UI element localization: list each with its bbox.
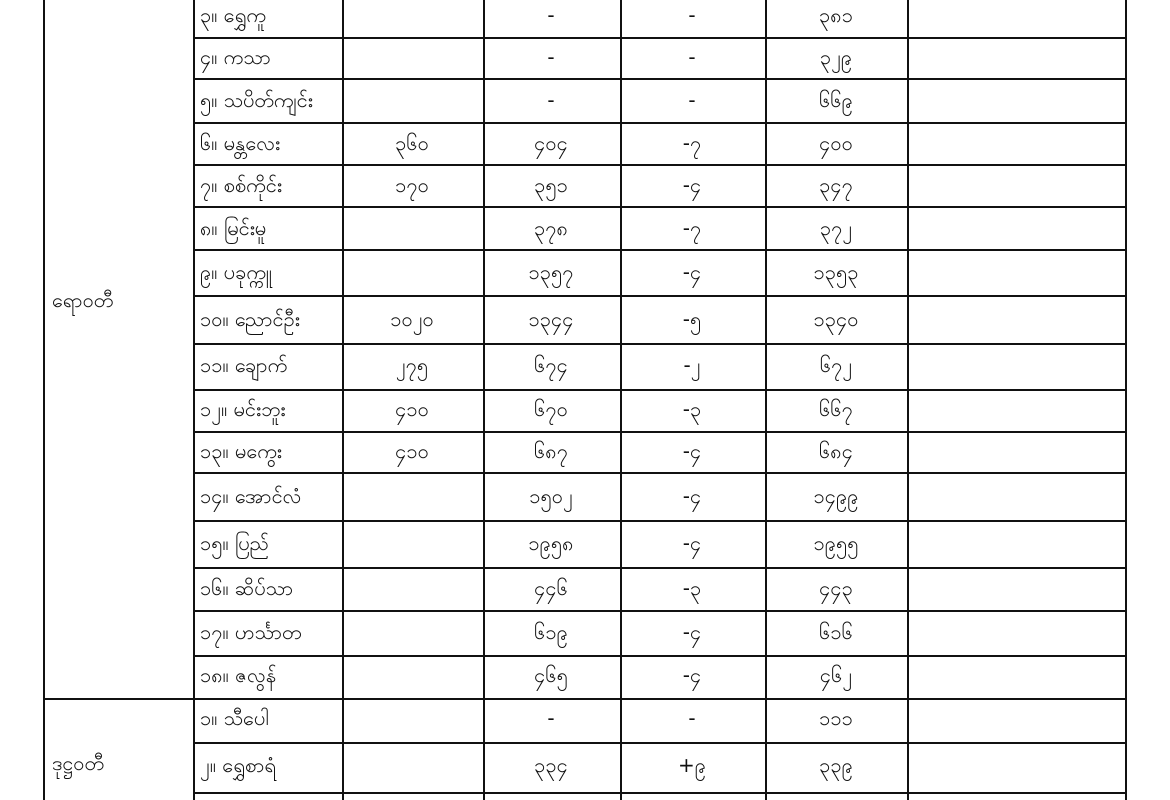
col1-value: ၄၁၀ bbox=[395, 439, 429, 463]
col2-value: ၃၅၁ bbox=[534, 173, 568, 197]
row-name: ၄။ ကသာ bbox=[200, 45, 271, 69]
row-name: ၁၀။ ညောင်ဦး bbox=[200, 307, 300, 331]
col3-value: - bbox=[688, 706, 696, 730]
col2-value: ၃၇၈ bbox=[534, 216, 568, 240]
col2-value: ၁၃၅၇ bbox=[528, 260, 574, 284]
grid-line bbox=[765, 0, 767, 800]
group-separator bbox=[43, 698, 1127, 700]
col2-value: ၁၃၄၄ bbox=[528, 307, 574, 331]
col4-value: ၃၂၉ bbox=[819, 45, 853, 69]
col2-value: - bbox=[547, 88, 555, 112]
col4-value: ၃၇၂ bbox=[819, 216, 853, 240]
row-name: ၉။ ပခုက္ကူ bbox=[200, 260, 272, 284]
grid-line bbox=[193, 472, 1127, 474]
col3-value: -၄ bbox=[682, 620, 702, 644]
col3-value: -၃ bbox=[682, 397, 702, 421]
col4-value: ၆၆၉ bbox=[819, 88, 853, 112]
row-name: ၁၇။ ဟင်္သာတ bbox=[200, 620, 302, 644]
col3-value: - bbox=[688, 88, 696, 112]
col3-value: -၇ bbox=[682, 131, 702, 155]
row-name: ၆။ မန္တလေး bbox=[200, 131, 281, 155]
group-label: ရောဝတီ bbox=[52, 288, 114, 312]
col3-value: -၄ bbox=[682, 663, 702, 687]
grid-line bbox=[193, 164, 1127, 166]
grid-line bbox=[193, 249, 1127, 251]
col4-value: ၆၈၄ bbox=[819, 439, 853, 463]
grid-line bbox=[907, 0, 909, 800]
grid-line bbox=[1125, 0, 1127, 800]
grid-line bbox=[193, 742, 1127, 744]
col3-value: -၇ bbox=[682, 216, 702, 240]
col4-value: ၆၁၆ bbox=[819, 620, 853, 644]
row-name: ၁၂။ မင်းဘူး bbox=[200, 397, 286, 421]
grid-line bbox=[193, 0, 195, 800]
col3-value: -၄ bbox=[682, 439, 702, 463]
grid-line bbox=[193, 431, 1127, 433]
grid-line bbox=[193, 567, 1127, 569]
col4-value: ၆၇၂ bbox=[819, 353, 853, 377]
col1-value: ၄၁၀ bbox=[395, 397, 429, 421]
col2-value: - bbox=[547, 706, 555, 730]
row-name: ၃။ ရွှေကူ bbox=[200, 3, 266, 27]
col1-value: ၂၇၅ bbox=[395, 353, 429, 377]
col2-value: ၁၉၅၈ bbox=[528, 531, 574, 555]
grid-line bbox=[193, 520, 1127, 522]
col3-value: -၂ bbox=[683, 353, 701, 377]
grid-line bbox=[193, 206, 1127, 208]
col4-value: ၁၁၁ bbox=[819, 706, 853, 730]
col2-value: ၄၀၄ bbox=[534, 131, 568, 155]
grid-line bbox=[193, 78, 1127, 80]
row-name: ၈။ မြင်းမူ bbox=[200, 216, 267, 240]
row-name: ၅။ သပိတ်ကျင်း bbox=[200, 88, 313, 112]
col4-value: ၁၃၄၀ bbox=[813, 307, 859, 331]
col4-value: ၄၀၀ bbox=[819, 131, 853, 155]
grid-line bbox=[193, 655, 1127, 657]
col1-value: ၁၇၀ bbox=[395, 173, 429, 197]
grid-line bbox=[193, 295, 1127, 297]
row-name: ၁၁။ ချောက် bbox=[200, 353, 288, 377]
col3-value: - bbox=[688, 3, 696, 27]
row-name: ၂။ ရွှေစာရံ bbox=[200, 753, 276, 777]
col2-value: - bbox=[547, 3, 555, 27]
col3-value: +၉ bbox=[677, 753, 707, 777]
col4-value: ၃၄၇ bbox=[819, 173, 853, 197]
col2-value: ၄၄၆ bbox=[534, 576, 568, 600]
grid-line bbox=[620, 0, 622, 800]
col3-value: -၃ bbox=[682, 576, 702, 600]
row-name: ၇။ စစ်ကိုင်း bbox=[200, 173, 282, 197]
grid-line bbox=[193, 610, 1127, 612]
col4-value: ၃၃၉ bbox=[819, 753, 853, 777]
group-label: ဒုဋ္ဌဝတီ bbox=[52, 751, 104, 775]
col2-value: - bbox=[547, 45, 555, 69]
col3-value: -၄ bbox=[682, 484, 702, 508]
row-name: ၁၈။ ဇလွန် bbox=[200, 663, 277, 687]
col2-value: ၆၇၄ bbox=[534, 353, 568, 377]
col4-value: ၆၆၇ bbox=[819, 397, 853, 421]
grid-line bbox=[193, 792, 1127, 794]
col4-value: ၁၃၅၃ bbox=[813, 260, 859, 284]
grid-line bbox=[342, 0, 344, 800]
row-name: ၁၅။ ပြည် bbox=[200, 531, 270, 555]
col3-value: -၄ bbox=[682, 260, 702, 284]
col2-value: ၁၅၀၂ bbox=[529, 484, 573, 508]
col3-value: - bbox=[688, 45, 696, 69]
grid-line bbox=[193, 37, 1127, 39]
col1-value: ၃၆၀ bbox=[395, 131, 429, 155]
grid-line bbox=[43, 0, 45, 800]
col3-value: -၅ bbox=[682, 307, 702, 331]
grid-line bbox=[193, 389, 1127, 391]
col2-value: ၆၈၇ bbox=[534, 439, 568, 463]
row-name: ၁၆။ ဆိပ်သာ bbox=[200, 576, 294, 600]
col2-value: ၄၆၅ bbox=[534, 663, 568, 687]
row-name: ၁၃။ မကွေး bbox=[200, 439, 282, 463]
row-name: ၁။ သီပေါ bbox=[200, 706, 269, 730]
col4-value: ၄၄၃ bbox=[819, 576, 853, 600]
col2-value: ၆၁၉ bbox=[534, 620, 568, 644]
col3-value: -၄ bbox=[682, 173, 702, 197]
col4-value: ၁၄၉၉ bbox=[813, 484, 859, 508]
grid-line bbox=[193, 122, 1127, 124]
grid-line bbox=[483, 0, 485, 800]
col4-value: ၄၆၂ bbox=[819, 663, 853, 687]
row-name: ၁၄။ အောင်လံ bbox=[200, 484, 302, 508]
col4-value: ၃၈၁ bbox=[819, 3, 853, 27]
col1-value: ၁၀၂၀ bbox=[390, 307, 434, 331]
col2-value: ၆၇၀ bbox=[534, 397, 568, 421]
col4-value: ၁၉၅၅ bbox=[813, 531, 859, 555]
grid-line bbox=[193, 343, 1127, 345]
col2-value: ၃၃၄ bbox=[534, 753, 568, 777]
col3-value: -၄ bbox=[682, 531, 702, 555]
